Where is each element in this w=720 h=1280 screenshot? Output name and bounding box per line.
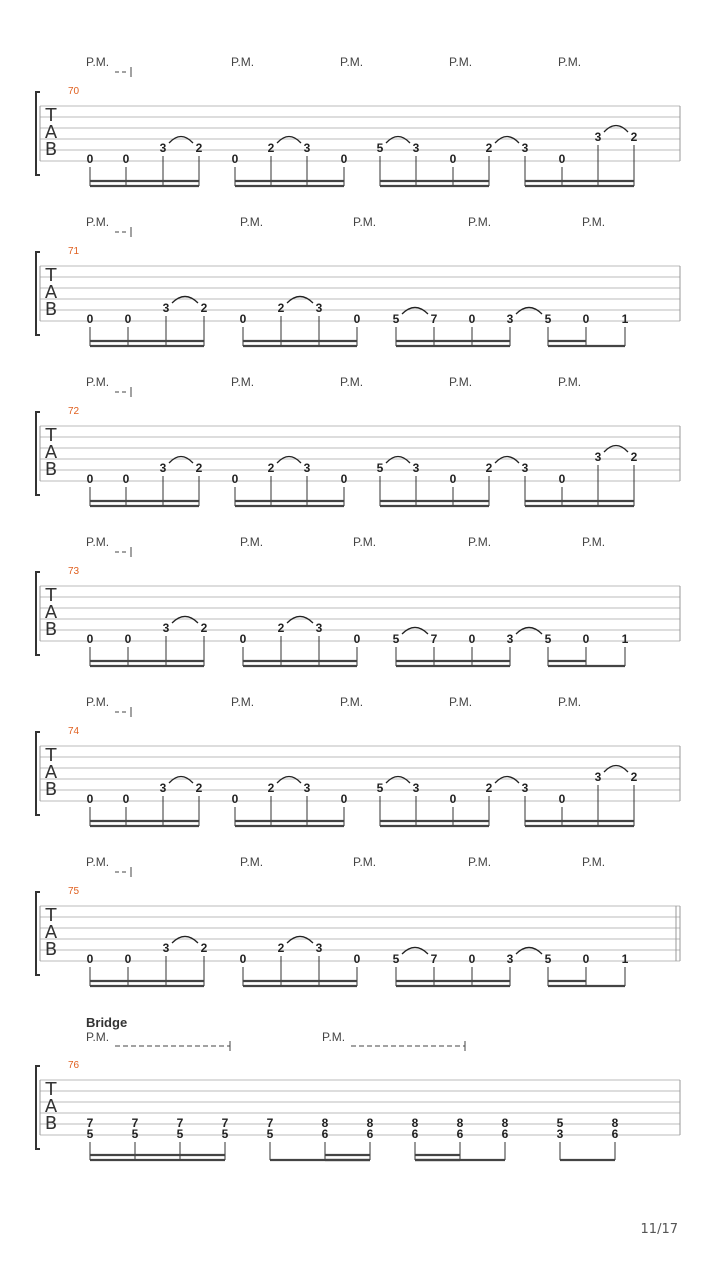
tab-system-73	[36, 535, 680, 666]
palm-mute-label: P.M.	[340, 375, 364, 389]
fret-number: 0	[340, 472, 348, 486]
tab-clef-letter: T	[45, 105, 57, 126]
fret-number: 0	[449, 792, 457, 806]
fret-number: 0	[231, 792, 239, 806]
tie-arc	[172, 937, 198, 944]
fret-number: 2	[485, 461, 493, 475]
fret-number: 6	[501, 1127, 509, 1141]
tie-arc	[604, 766, 628, 773]
fret-number: 6	[366, 1127, 374, 1141]
measure-number: 71	[68, 246, 80, 257]
fret-number: 0	[449, 152, 457, 166]
fret-number: 7	[430, 952, 438, 966]
measure-number: 70	[68, 86, 80, 97]
system-bracket	[36, 92, 40, 175]
fret-number: 3	[521, 141, 529, 155]
fret-number: 0	[239, 312, 247, 326]
tie-arc	[169, 137, 193, 144]
palm-mute-label: P.M.	[322, 1030, 346, 1044]
fret-number: 5	[376, 141, 384, 155]
palm-mute-label: P.M.	[86, 375, 110, 389]
tab-clef-letter: A	[44, 602, 58, 623]
palm-mute-label: P.M.	[240, 215, 264, 229]
system-bracket	[36, 572, 40, 655]
tie-arc	[495, 457, 519, 464]
fret-number: 2	[200, 941, 208, 955]
fret-number: 3	[162, 621, 170, 635]
palm-mute-label: P.M.	[558, 55, 582, 69]
fret-number: 0	[582, 952, 590, 966]
fret-number: 3	[594, 450, 602, 464]
fret-number: 5	[544, 952, 552, 966]
fret-number: 3	[162, 301, 170, 315]
tie-arc	[495, 777, 519, 784]
fret-number: 0	[340, 792, 348, 806]
fret-number: 0	[239, 952, 247, 966]
fret-number: 3	[521, 461, 529, 475]
tab-clef-letter: T	[45, 265, 57, 286]
fret-number: 5	[376, 461, 384, 475]
system-bracket	[36, 892, 40, 975]
tie-arc	[386, 137, 410, 144]
fret-number: 8	[411, 1116, 419, 1130]
fret-number: 3	[162, 941, 170, 955]
fret-number: 8	[611, 1116, 619, 1130]
fret-number: 2	[267, 781, 275, 795]
fret-number: 0	[122, 152, 130, 166]
fret-number: 1	[621, 952, 629, 966]
fret-number: 2	[485, 141, 493, 155]
fret-number: 5	[544, 632, 552, 646]
fret-number: 0	[122, 472, 130, 486]
tab-clef-letter: B	[44, 459, 58, 480]
palm-mute-label: P.M.	[582, 855, 606, 869]
fret-number: 0	[124, 312, 132, 326]
fret-number: 3	[594, 130, 602, 144]
fret-number: 0	[86, 312, 94, 326]
fret-number: 2	[267, 461, 275, 475]
fret-number: 0	[239, 632, 247, 646]
tab-system-72	[36, 375, 680, 506]
fret-number: 0	[468, 952, 476, 966]
tie-arc	[277, 457, 301, 464]
tie-arc	[516, 628, 542, 635]
fret-number: 3	[556, 1127, 564, 1141]
fret-number: 0	[558, 792, 566, 806]
fret-number: 0	[86, 152, 94, 166]
fret-number: 6	[611, 1127, 619, 1141]
fret-number: 0	[353, 632, 361, 646]
fret-number: 5	[86, 1127, 94, 1141]
fret-number: 3	[159, 141, 167, 155]
measure-number: 76	[68, 1060, 80, 1071]
fret-number: 0	[340, 152, 348, 166]
fret-number: 0	[449, 472, 457, 486]
fret-number: 2	[630, 130, 638, 144]
fret-number: 0	[86, 952, 94, 966]
fret-number: 3	[506, 632, 514, 646]
palm-mute-label: P.M.	[340, 695, 364, 709]
fret-number: 0	[124, 632, 132, 646]
system-bracket	[36, 732, 40, 815]
fret-number: 3	[315, 621, 323, 635]
tab-clef-letter: B	[44, 1113, 58, 1134]
tie-arc	[402, 948, 428, 955]
fret-number: 7	[86, 1116, 94, 1130]
fret-number: 3	[315, 941, 323, 955]
fret-number: 0	[582, 632, 590, 646]
tie-arc	[516, 948, 542, 955]
fret-number: 3	[412, 461, 420, 475]
fret-number: 2	[195, 141, 203, 155]
fret-number: 1	[621, 632, 629, 646]
tie-arc	[516, 308, 542, 315]
fret-number: 6	[321, 1127, 329, 1141]
tab-clef-letter: A	[44, 442, 58, 463]
fret-number: 2	[267, 141, 275, 155]
fret-number: 8	[456, 1116, 464, 1130]
tie-arc	[402, 308, 428, 315]
fret-number: 5	[392, 312, 400, 326]
tie-arc	[287, 617, 313, 624]
fret-number: 2	[195, 461, 203, 475]
fret-number: 0	[353, 952, 361, 966]
palm-mute-label: P.M.	[468, 855, 492, 869]
tab-system-76	[36, 1015, 680, 1160]
tie-arc	[172, 297, 198, 304]
page-number: 11/17	[640, 1222, 678, 1237]
tie-arc	[172, 617, 198, 624]
palm-mute-label: P.M.	[449, 55, 473, 69]
fret-number: 0	[231, 472, 239, 486]
fret-number: 5	[556, 1116, 564, 1130]
palm-mute-label: P.M.	[231, 695, 255, 709]
tab-clef-letter: B	[44, 299, 58, 320]
fret-number: 5	[376, 781, 384, 795]
palm-mute-label: P.M.	[353, 535, 377, 549]
fret-number: 0	[468, 312, 476, 326]
tab-system-71	[36, 215, 680, 346]
palm-mute-label: P.M.	[449, 695, 473, 709]
tab-clef-letter: A	[44, 762, 58, 783]
tab-clef-letter: B	[44, 619, 58, 640]
measure-number: 73	[68, 566, 80, 577]
system-bracket	[36, 1066, 40, 1149]
fret-number: 1	[621, 312, 629, 326]
fret-number: 7	[131, 1116, 139, 1130]
tab-clef-letter: T	[45, 585, 57, 606]
tab-clef-letter: B	[44, 939, 58, 960]
fret-number: 3	[159, 781, 167, 795]
fret-number: 3	[303, 141, 311, 155]
tab-clef-letter: A	[44, 922, 58, 943]
tab-clef-letter: A	[44, 1096, 58, 1117]
fret-number: 5	[131, 1127, 139, 1141]
fret-number: 0	[124, 952, 132, 966]
tab-clef-letter: A	[44, 122, 58, 143]
tie-arc	[604, 446, 628, 453]
fret-number: 0	[231, 152, 239, 166]
tie-arc	[495, 137, 519, 144]
fret-number: 5	[176, 1127, 184, 1141]
fret-number: 2	[200, 621, 208, 635]
fret-number: 0	[582, 312, 590, 326]
fret-number: 7	[221, 1116, 229, 1130]
tie-arc	[386, 777, 410, 784]
fret-number: 0	[86, 472, 94, 486]
fret-number: 7	[176, 1116, 184, 1130]
system-bracket	[36, 412, 40, 495]
palm-mute-label: P.M.	[468, 535, 492, 549]
palm-mute-label: P.M.	[353, 855, 377, 869]
palm-mute-label: P.M.	[231, 55, 255, 69]
fret-number: 2	[277, 621, 285, 635]
palm-mute-label: P.M.	[231, 375, 255, 389]
fret-number: 2	[277, 301, 285, 315]
fret-number: 3	[303, 461, 311, 475]
palm-mute-label: P.M.	[558, 695, 582, 709]
tie-arc	[604, 126, 628, 133]
palm-mute-label: P.M.	[449, 375, 473, 389]
tie-arc	[287, 297, 313, 304]
palm-mute-label: P.M.	[86, 215, 110, 229]
fret-number: 2	[630, 450, 638, 464]
palm-mute-label: P.M.	[340, 55, 364, 69]
tie-arc	[287, 937, 313, 944]
fret-number: 3	[412, 781, 420, 795]
fret-number: 0	[122, 792, 130, 806]
fret-number: 0	[353, 312, 361, 326]
fret-number: 3	[159, 461, 167, 475]
palm-mute-label: P.M.	[582, 215, 606, 229]
fret-number: 6	[456, 1127, 464, 1141]
palm-mute-label: P.M.	[86, 855, 110, 869]
fret-number: 3	[506, 312, 514, 326]
tab-clef-letter: T	[45, 905, 57, 926]
palm-mute-label: P.M.	[240, 535, 264, 549]
fret-number: 3	[521, 781, 529, 795]
tie-arc	[169, 777, 193, 784]
fret-number: 3	[303, 781, 311, 795]
section-label: Bridge	[86, 1015, 128, 1030]
palm-mute-label: P.M.	[353, 215, 377, 229]
tab-system-70	[36, 55, 680, 186]
fret-number: 3	[412, 141, 420, 155]
tie-arc	[402, 628, 428, 635]
tab-clef-letter: B	[44, 139, 58, 160]
fret-number: 0	[86, 792, 94, 806]
palm-mute-label: P.M.	[86, 55, 110, 69]
palm-mute-label: P.M.	[86, 535, 110, 549]
fret-number: 3	[594, 770, 602, 784]
measure-number: 74	[68, 726, 80, 737]
measure-number: 72	[68, 406, 80, 417]
palm-mute-label: P.M.	[558, 375, 582, 389]
fret-number: 0	[468, 632, 476, 646]
fret-number: 3	[315, 301, 323, 315]
fret-number: 7	[430, 312, 438, 326]
fret-number: 5	[266, 1127, 274, 1141]
palm-mute-label: P.M.	[86, 695, 110, 709]
measure-number: 75	[68, 886, 80, 897]
tie-arc	[277, 137, 301, 144]
tab-clef-letter: B	[44, 779, 58, 800]
tie-arc	[169, 457, 193, 464]
tab-clef-letter: A	[44, 282, 58, 303]
tie-arc	[277, 777, 301, 784]
palm-mute-label: P.M.	[240, 855, 264, 869]
fret-number: 0	[558, 152, 566, 166]
system-bracket	[36, 252, 40, 335]
tab-clef-letter: T	[45, 425, 57, 446]
fret-number: 5	[392, 952, 400, 966]
fret-number: 2	[277, 941, 285, 955]
fret-number: 8	[366, 1116, 374, 1130]
fret-number: 5	[544, 312, 552, 326]
fret-number: 5	[221, 1127, 229, 1141]
tab-system-74	[36, 695, 680, 826]
fret-number: 3	[506, 952, 514, 966]
fret-number: 0	[86, 632, 94, 646]
fret-number: 8	[501, 1116, 509, 1130]
tab-clef-letter: T	[45, 745, 57, 766]
fret-number: 5	[392, 632, 400, 646]
fret-number: 6	[411, 1127, 419, 1141]
palm-mute-label: P.M.	[86, 1030, 110, 1044]
fret-number: 2	[630, 770, 638, 784]
tab-clef-letter: T	[45, 1079, 57, 1100]
tab-system-75	[36, 855, 680, 986]
fret-number: 2	[195, 781, 203, 795]
fret-number: 2	[485, 781, 493, 795]
palm-mute-label: P.M.	[468, 215, 492, 229]
fret-number: 7	[430, 632, 438, 646]
tie-arc	[386, 457, 410, 464]
fret-number: 0	[558, 472, 566, 486]
palm-mute-label: P.M.	[582, 535, 606, 549]
fret-number: 2	[200, 301, 208, 315]
fret-number: 8	[321, 1116, 329, 1130]
fret-number: 7	[266, 1116, 274, 1130]
